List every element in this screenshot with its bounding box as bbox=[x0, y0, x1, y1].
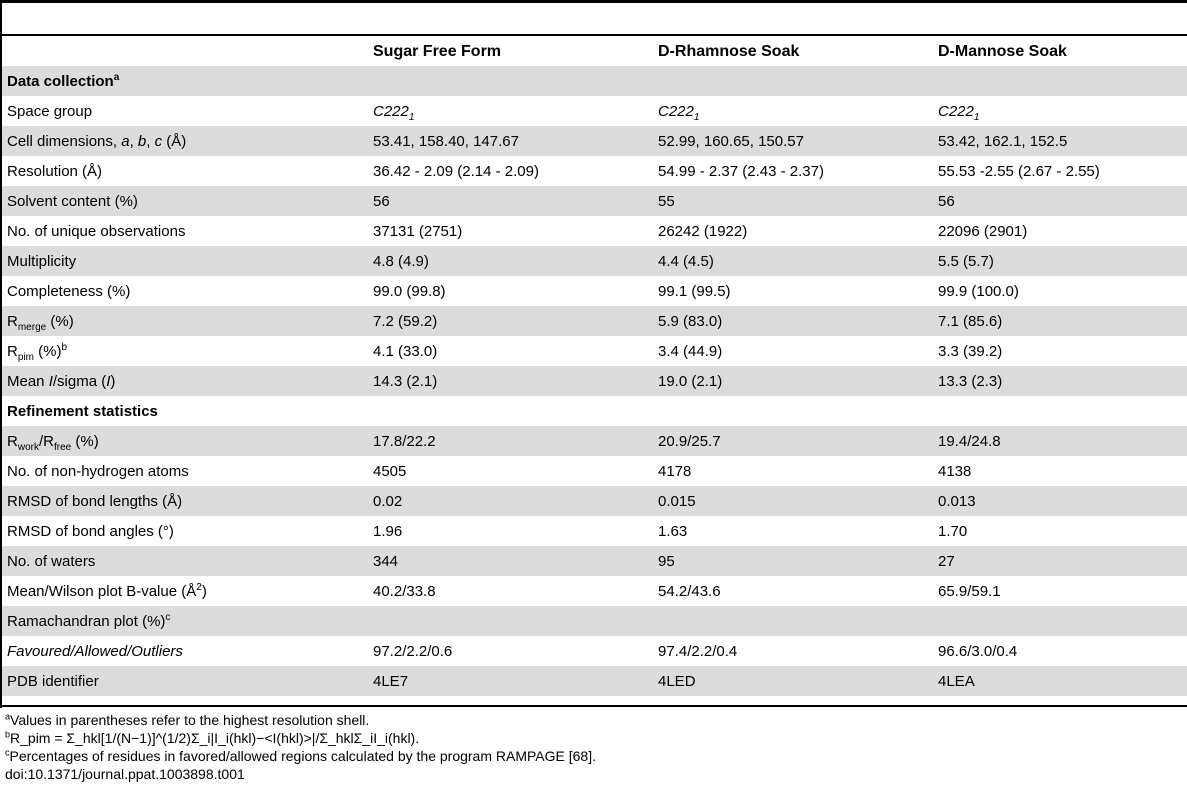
label-part: Mean/Wilson plot B-value (Å bbox=[7, 582, 197, 600]
row-label: RMSD of bond angles (°) bbox=[7, 522, 174, 540]
cell-value: 20.9/25.7 bbox=[645, 426, 925, 456]
cell-value: 36.42 - 2.09 (2.14 - 2.09) bbox=[373, 162, 539, 180]
section-label: Refinement statistics bbox=[7, 402, 158, 420]
section-label bbox=[2, 66, 1187, 96]
header-blank bbox=[2, 37, 360, 66]
row-label: No. of non-hydrogen atoms bbox=[7, 462, 189, 480]
cell-value: 14.3 (2.1) bbox=[360, 366, 645, 396]
row-label: No. of unique observations bbox=[7, 222, 186, 240]
label-part: R bbox=[7, 312, 18, 330]
row-label bbox=[2, 426, 360, 456]
cell-value: 99.9 (100.0) bbox=[938, 282, 1019, 300]
label-part: Mean bbox=[7, 372, 49, 390]
row-label bbox=[2, 306, 360, 336]
space-group-sub: 1 bbox=[693, 111, 700, 123]
label-part: , bbox=[129, 132, 138, 150]
cell-value: 1.96 bbox=[373, 522, 403, 540]
footnote-mark-b: b bbox=[61, 341, 68, 353]
cell-value: 52.99, 160.65, 150.57 bbox=[645, 126, 925, 156]
table-row bbox=[2, 246, 1187, 276]
table-bottom-rule bbox=[2, 705, 1187, 707]
cell-value: 4.1 (33.0) bbox=[373, 342, 438, 360]
table-row bbox=[2, 456, 1187, 486]
row-label: Completeness (%) bbox=[7, 282, 131, 300]
cell-value: 56 bbox=[925, 186, 1187, 216]
cell-value: 4178 bbox=[658, 462, 692, 480]
cell-value: 4LED bbox=[645, 666, 925, 696]
row-label: Solvent content (%) bbox=[2, 186, 360, 216]
cell-value: 344 bbox=[360, 546, 645, 576]
cell-value: 22096 (2901) bbox=[938, 222, 1028, 240]
footnote-mark: a bbox=[5, 711, 11, 722]
cell-value: 99.1 (99.5) bbox=[658, 282, 731, 300]
row-label: No. of waters bbox=[2, 546, 360, 576]
cell-value: 95 bbox=[645, 546, 925, 576]
doi-line: doi:10.1371/journal.ppat.1003898.t001 bbox=[5, 766, 245, 782]
cell-value: 4505 bbox=[373, 462, 407, 480]
space-group-sub: 1 bbox=[973, 111, 980, 123]
label-part: (%) bbox=[71, 432, 99, 450]
label-part: (%) bbox=[46, 312, 74, 330]
cell-value: 0.013 bbox=[925, 486, 1187, 516]
space-group-sub: 1 bbox=[408, 111, 415, 123]
cell-value: 13.3 (2.3) bbox=[925, 366, 1187, 396]
cell-value: 5.9 (83.0) bbox=[645, 306, 925, 336]
cell-value: 0.02 bbox=[360, 486, 645, 516]
label-part: ) bbox=[110, 372, 116, 390]
row-label: Multiplicity bbox=[2, 246, 360, 276]
cell-value: 17.8/22.2 bbox=[360, 426, 645, 456]
cell-value: 97.4/2.2/0.4 bbox=[658, 642, 738, 660]
cell-value: 55 bbox=[645, 186, 925, 216]
cell-value: 40.2/33.8 bbox=[373, 582, 436, 600]
cell-value: 54.99 - 2.37 (2.43 - 2.37) bbox=[658, 162, 824, 180]
label-part: R bbox=[7, 342, 18, 360]
label-part: a bbox=[121, 132, 130, 150]
label-part: (Å) bbox=[162, 132, 187, 150]
table-row bbox=[2, 276, 1187, 306]
footnote-text: Values in parentheses refer to the highest resolution shell. bbox=[10, 712, 370, 728]
cell-value: 54.2/43.6 bbox=[658, 582, 721, 600]
footnote-mark: c bbox=[5, 747, 10, 758]
footnote-mark-a: a bbox=[113, 71, 120, 83]
table-row bbox=[2, 186, 1187, 216]
label-part: /sigma ( bbox=[52, 372, 107, 390]
label-sup: 2 bbox=[196, 581, 202, 593]
table-row bbox=[2, 636, 1187, 666]
table-row bbox=[2, 336, 1187, 366]
cell-value: 97.2/2.2/0.6 bbox=[373, 642, 453, 660]
cell-value: 4.4 (4.5) bbox=[645, 246, 925, 276]
cell-value: 0.015 bbox=[645, 486, 925, 516]
footnote-c bbox=[5, 747, 596, 765]
table-row bbox=[2, 426, 1187, 456]
table-row bbox=[2, 156, 1187, 186]
table-row bbox=[2, 96, 1187, 126]
footnote-text: Percentages of residues in favored/allowed regions calculated by the program RAMPAGE [68]. bbox=[9, 748, 596, 764]
row-label: Space group bbox=[7, 102, 93, 120]
footnote-text: R_pim = Σ_hkl[1/(N−1)]^(1/2)Σ_i|I_i(hkl)−<I(hkl)>|/Σ_hklΣ_iI_i(hkl). bbox=[10, 730, 420, 746]
label-part: b bbox=[137, 132, 147, 150]
label-part: (%) bbox=[33, 342, 62, 360]
cell-value: 26242 (1922) bbox=[658, 222, 748, 240]
row-label: RMSD of bond lengths (Å) bbox=[2, 486, 360, 516]
label-part: , bbox=[146, 132, 155, 150]
table-row bbox=[2, 366, 1187, 396]
space-group-text: C222 bbox=[373, 102, 409, 120]
table-row bbox=[2, 576, 1187, 606]
cell-value: 3.4 (44.9) bbox=[658, 342, 723, 360]
cell-value bbox=[645, 96, 925, 126]
top-border bbox=[0, 0, 1187, 3]
cell-value: 3.3 (39.2) bbox=[938, 342, 1003, 360]
cell-value: 4LE7 bbox=[360, 666, 645, 696]
cell-value: 19.0 (2.1) bbox=[645, 366, 925, 396]
header-row bbox=[2, 37, 1187, 66]
cell-value: 4.8 (4.9) bbox=[360, 246, 645, 276]
label-sub: merge bbox=[17, 321, 47, 333]
label-part: Ramachandran plot (%) bbox=[7, 612, 166, 630]
footnote-b bbox=[5, 729, 596, 747]
section-data-collection bbox=[2, 66, 1187, 96]
footnote-a bbox=[5, 711, 596, 729]
row-label bbox=[2, 126, 360, 156]
label-part: c bbox=[154, 132, 163, 150]
space-group-text: C222 bbox=[938, 102, 974, 120]
row-label: PDB identifier bbox=[2, 666, 360, 696]
cell-value: 7.1 (85.6) bbox=[925, 306, 1187, 336]
row-label bbox=[2, 606, 1187, 636]
header-mannose: D-Mannose Soak bbox=[938, 42, 1067, 60]
header-rhamnose: D-Rhamnose Soak bbox=[658, 42, 800, 60]
cell-value: 65.9/59.1 bbox=[938, 582, 1001, 600]
header-top-rule bbox=[2, 34, 1187, 36]
cell-value: 1.70 bbox=[938, 522, 968, 540]
row-label: Favoured/Allowed/Outliers bbox=[7, 642, 183, 660]
row-label bbox=[2, 576, 360, 606]
label-sub: work bbox=[17, 441, 39, 453]
label-part: /R bbox=[38, 432, 54, 450]
cell-value: 37131 (2751) bbox=[373, 222, 463, 240]
label-part: ) bbox=[201, 582, 207, 600]
table-row bbox=[2, 216, 1187, 246]
row-label: Resolution (Å) bbox=[7, 162, 103, 180]
table-row bbox=[2, 126, 1187, 156]
cell-value: 4LEA bbox=[925, 666, 1187, 696]
label-sub: free bbox=[53, 441, 72, 453]
footnote-mark: b bbox=[5, 729, 11, 740]
cell-value: 1.63 bbox=[658, 522, 688, 540]
label-part: R bbox=[7, 432, 18, 450]
row-label bbox=[2, 366, 360, 396]
cell-value: 5.5 (5.7) bbox=[925, 246, 1187, 276]
cell-value: 27 bbox=[925, 546, 1187, 576]
table-row bbox=[2, 546, 1187, 576]
table-row bbox=[2, 666, 1187, 696]
label-part: I bbox=[48, 372, 53, 390]
table-row bbox=[2, 516, 1187, 546]
cell-value bbox=[925, 96, 1187, 126]
cell-value: 19.4/24.8 bbox=[925, 426, 1187, 456]
table-row bbox=[2, 306, 1187, 336]
cell-value: 99.0 (99.8) bbox=[373, 282, 446, 300]
cell-value bbox=[360, 96, 645, 126]
cell-value: 7.2 (59.2) bbox=[360, 306, 645, 336]
cell-value: 55.53 -2.55 (2.67 - 2.55) bbox=[938, 162, 1100, 180]
table-row bbox=[2, 606, 1187, 636]
cell-value: 56 bbox=[360, 186, 645, 216]
label-part: I bbox=[106, 372, 111, 390]
label-sub: pim bbox=[17, 351, 34, 363]
section-refinement bbox=[2, 396, 1187, 426]
footnote-mark-c: c bbox=[165, 611, 171, 623]
cell-value: 4138 bbox=[938, 462, 972, 480]
label-part: Cell dimensions, bbox=[7, 132, 122, 150]
section-text: Data collection bbox=[7, 72, 114, 90]
data-table bbox=[2, 37, 1187, 696]
cell-value: 96.6/3.0/0.4 bbox=[938, 642, 1018, 660]
cell-value: 53.41, 158.40, 147.67 bbox=[360, 126, 645, 156]
header-sugar-free: Sugar Free Form bbox=[373, 42, 502, 60]
space-group-text: C222 bbox=[658, 102, 694, 120]
footnotes bbox=[5, 711, 596, 783]
cell-value: 53.42, 162.1, 152.5 bbox=[925, 126, 1187, 156]
table-row bbox=[2, 486, 1187, 516]
row-label bbox=[2, 336, 360, 366]
